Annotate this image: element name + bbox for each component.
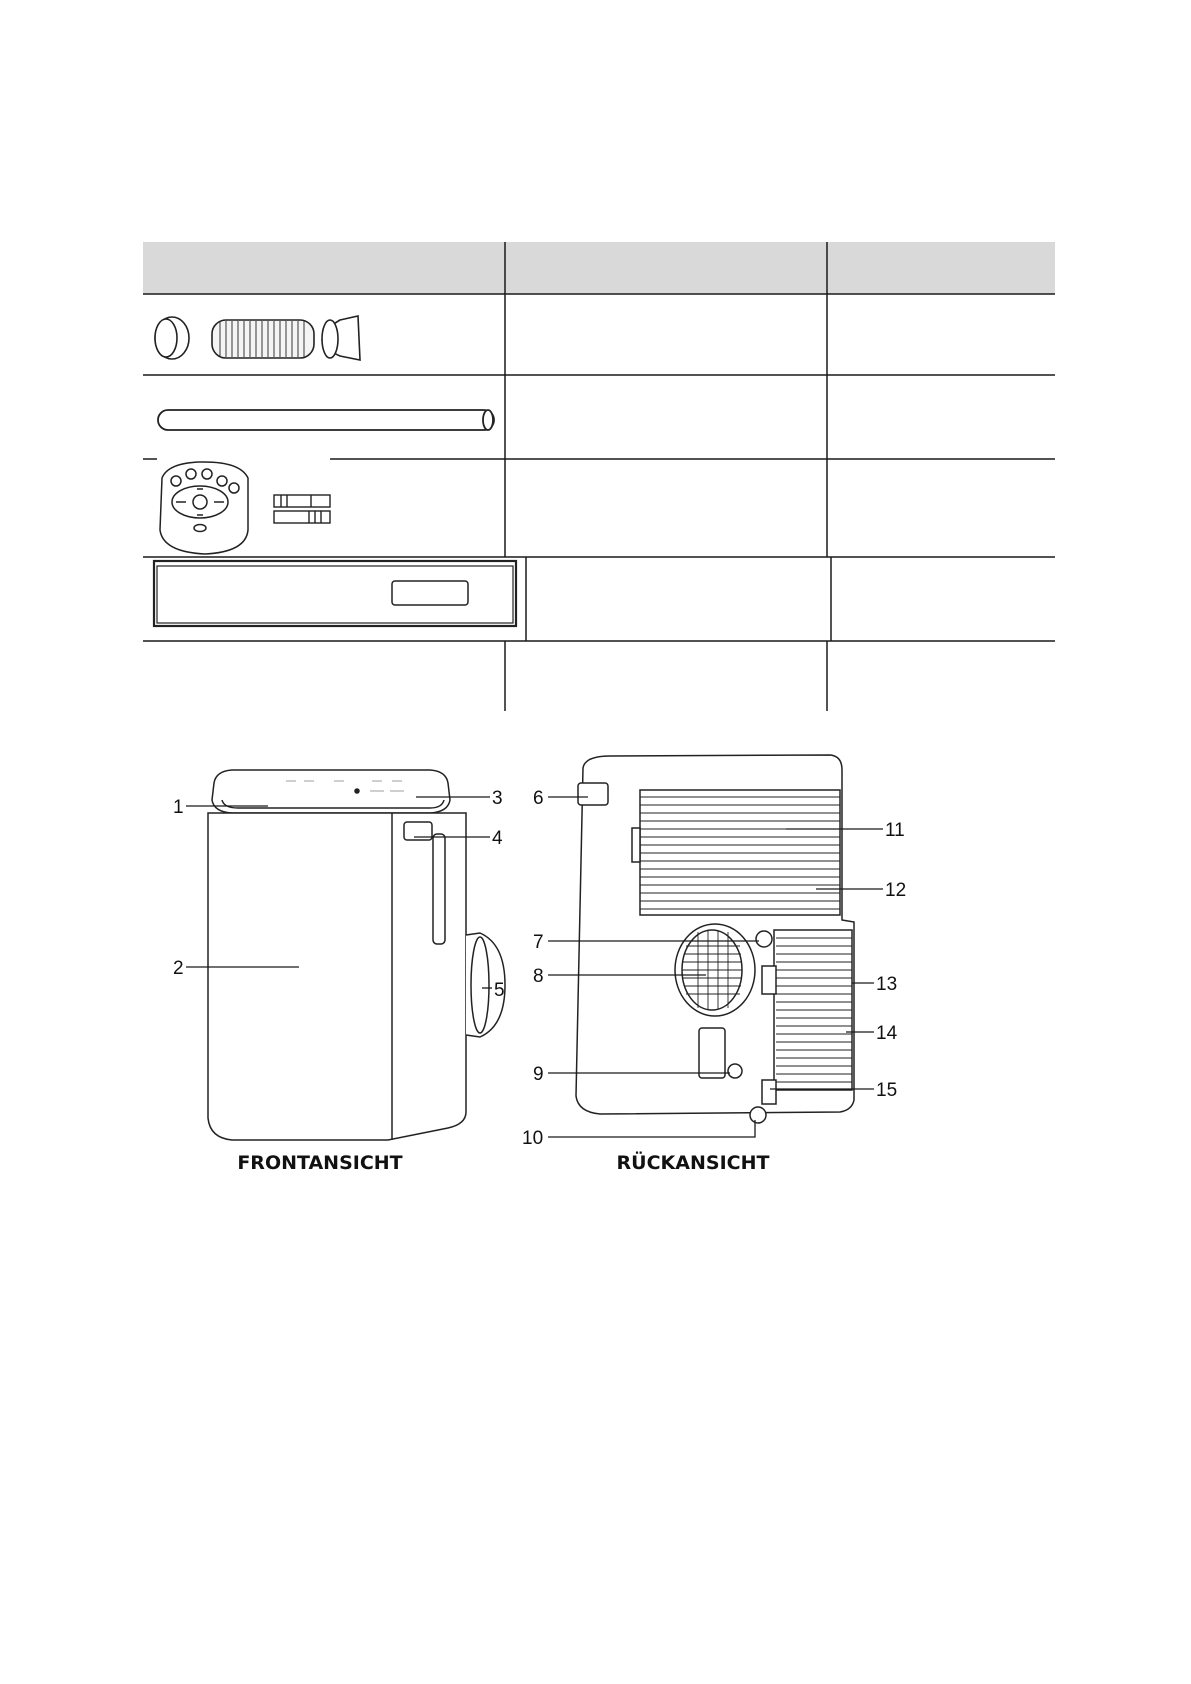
callout-15: 15 xyxy=(876,1080,898,1101)
front-view-diagram xyxy=(208,770,505,1140)
front-view-caption: FRONTANSICHT xyxy=(237,1152,403,1174)
pipe-icon xyxy=(158,410,494,430)
callout-8: 8 xyxy=(533,966,544,987)
callout-6: 6 xyxy=(533,788,544,809)
back-view-caption: RÜCKANSICHT xyxy=(616,1152,770,1174)
callout-11: 11 xyxy=(885,820,905,841)
callout-9: 9 xyxy=(533,1064,544,1085)
callout-10: 10 xyxy=(522,1128,544,1149)
callout-12: 12 xyxy=(885,880,907,901)
callout-5: 5 xyxy=(494,980,505,1001)
callout-4: 4 xyxy=(492,828,503,849)
hose-kit-icon xyxy=(155,316,360,360)
callout-1: 1 xyxy=(173,797,184,818)
callout-3: 3 xyxy=(492,788,503,809)
remote-control-icon xyxy=(160,462,248,554)
callout-2: 2 xyxy=(173,958,184,979)
callout-7: 7 xyxy=(533,932,544,953)
back-view-diagram xyxy=(576,755,854,1123)
table-header-row xyxy=(143,242,1055,294)
parts-table xyxy=(143,242,1055,711)
callout-14: 14 xyxy=(876,1023,898,1044)
callout-13: 13 xyxy=(876,974,898,995)
window-slider-icon xyxy=(154,561,516,626)
batteries-icon xyxy=(274,495,330,523)
